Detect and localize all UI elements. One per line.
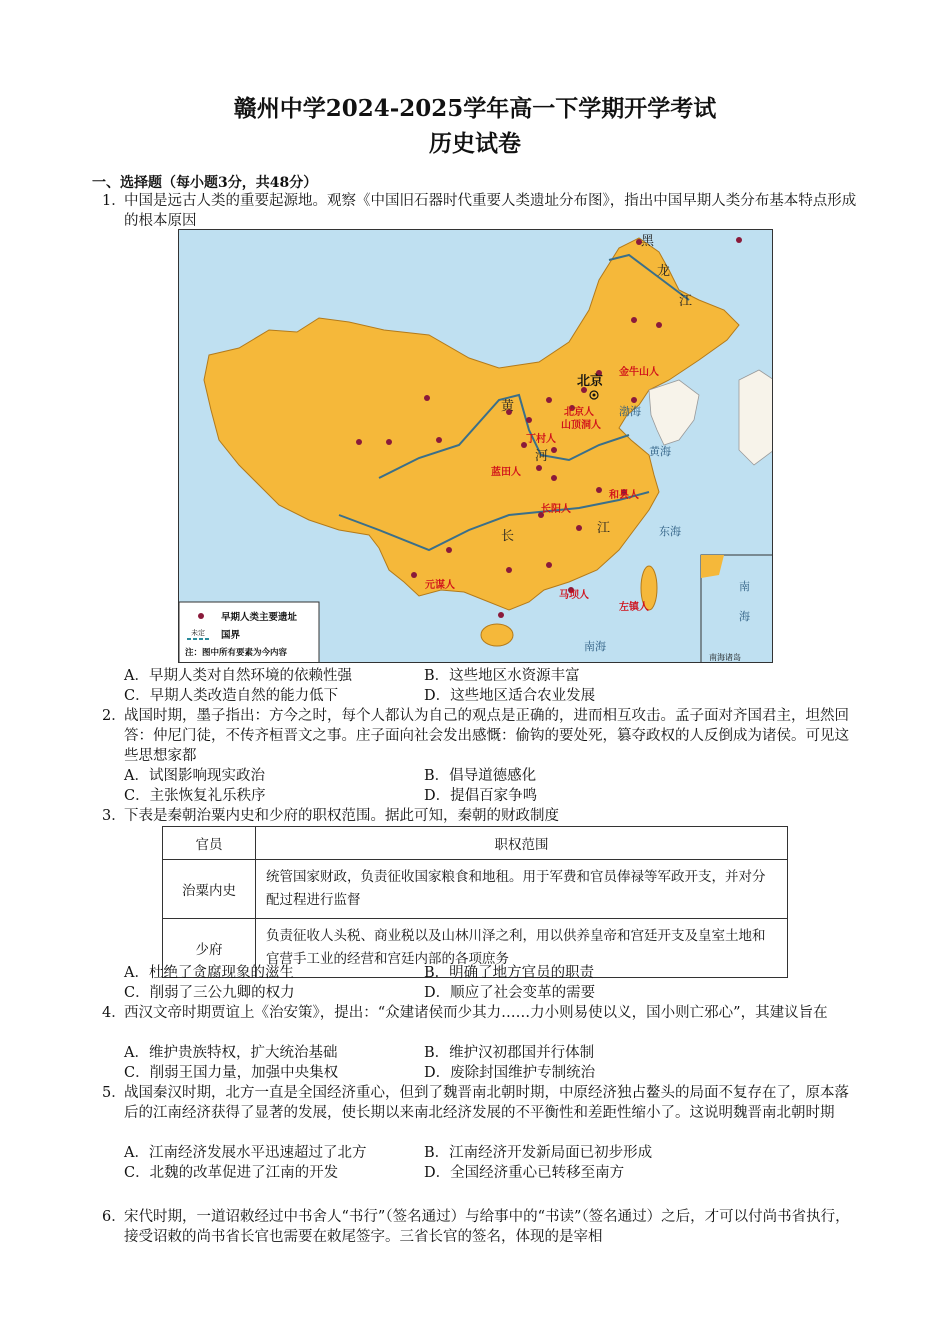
option-d[interactable]: D．提倡百家争鸣 <box>424 788 538 804</box>
question-3 <box>102 806 857 826</box>
label-huanghai: 黄海 <box>649 445 671 458</box>
site-dot <box>546 562 552 568</box>
site-dot <box>736 237 742 243</box>
section-heading: 一、选择题（每小题3分，共48分） <box>92 175 318 191</box>
option-a[interactable]: A．试图影响现实政治 <box>124 768 265 784</box>
inset-label-hai: 海 <box>739 610 750 623</box>
site-dot <box>526 417 532 423</box>
label-long: 龙 <box>657 264 671 279</box>
site-dot <box>631 317 637 323</box>
option-b[interactable]: B．江南经济开发新局面已初步形成 <box>424 1145 653 1161</box>
legend-site: 早期人类主要遗址 <box>221 612 298 623</box>
option-a[interactable]: A．江南经济发展水平迅速超过了北方 <box>124 1145 367 1161</box>
question-number: 3． <box>102 808 126 824</box>
site-dot <box>436 437 442 443</box>
site-dot <box>576 525 582 531</box>
option-b[interactable]: B．明确了地方官员的职责 <box>424 965 595 981</box>
exam-title: 赣州中学2024-2025学年高一下学期开学考试 <box>233 95 717 122</box>
label-changyang: 长阳人 <box>541 504 571 515</box>
label-zuozhen: 左镇人 <box>619 602 649 613</box>
question-number: 6． <box>102 1209 126 1225</box>
table-cell-duties: 统管国家财政，负责征收国家粮食和地租。用于军费和官员俸禄等军政开支，并对分配过程进行监督 <box>256 860 788 919</box>
question-number: 4． <box>102 1005 126 1021</box>
question-4 <box>102 1003 857 1023</box>
table-cell-duties: 负责征收人头税、商业税以及山林川泽之利，用以供养皇帝和宫廷开支及皇室土地和官营手工业的经营和宫廷内部的各项庶务 <box>256 919 788 978</box>
inset-caption: 南海诸岛 <box>709 653 741 662</box>
option-b[interactable]: B．倡导道德感化 <box>424 768 537 784</box>
site-dot <box>546 397 552 403</box>
site-dot <box>356 439 362 445</box>
site-dot <box>446 547 452 553</box>
inset-label-nan: 南 <box>739 580 750 593</box>
site-dot <box>551 475 557 481</box>
table-header: 职权范围 <box>256 827 788 860</box>
official-duties-table <box>162 826 788 978</box>
site-dot <box>656 322 662 328</box>
label-jiang: 江 <box>597 521 611 536</box>
legend-border-glyph: 未定 <box>191 629 205 637</box>
site-dot <box>506 567 512 573</box>
label-maba: 马坝人 <box>559 590 589 601</box>
question-stem: 战国时期，墨子指出：方今之时，每个人都认为自己的观点是正确的，进而相互攻击。孟子面对齐国君主，坦然回答：仲尼门徒，不传齐桓晋文之事。庄子面向社会发出感慨：偷钩的要处死，篡夺政权的人反倒成为诸侯。可见这些思想家都 <box>124 708 849 764</box>
label-nanhai: 南海 <box>584 640 606 653</box>
question-stem: 西汉文帝时期贾谊上《治安策》，提出：“众建诸侯而少其力……力小则易使以义，国小则亡邪心”，其建议旨在 <box>124 1005 828 1021</box>
table-header: 官员 <box>163 827 256 860</box>
label-bohai: 渤海 <box>619 405 641 418</box>
table-cell-official: 少府 <box>163 919 256 978</box>
label-yuanmou: 元谋人 <box>425 580 455 591</box>
table-cell-official: 治粟内史 <box>163 860 256 919</box>
question-stem: 中国是远古人类的重要起源地。观察《中国旧石器时代重要人类遗址分布图》，指出中国早期人类分布基本特点形成的根本原因 <box>124 193 857 229</box>
legend-border: 国界 <box>221 630 241 641</box>
question-2 <box>102 706 857 766</box>
option-a[interactable]: A．杜绝了贪腐现象的滋生 <box>124 965 294 981</box>
label-lantian: 蓝田人 <box>491 467 521 478</box>
label-chang: 长 <box>501 529 515 544</box>
site-dot <box>424 395 430 401</box>
question-number: 1． <box>102 193 126 209</box>
label-jinniushan: 金牛山人 <box>619 367 659 378</box>
label-shandingdong: 山顶洞人 <box>561 420 601 431</box>
option-c[interactable]: C．主张恢复礼乐秩序 <box>124 788 266 804</box>
table-header-row <box>163 827 788 860</box>
question-number: 2． <box>102 708 126 724</box>
question-stem: 战国秦汉时期，北方一直是全国经济重心，但到了魏晋南北朝时期，中原经济独占鳌头的局面不复存在了，原本落后的江南经济获得了显著的发展，使长期以来南北经济发展的不平衡性和差距性缩小了。这说明魏晋南北朝时期 <box>124 1085 849 1121</box>
site-dot <box>596 487 602 493</box>
site-dot <box>411 572 417 578</box>
japan-land <box>739 370 773 465</box>
option-c[interactable]: C．早期人类改造自然的能力低下 <box>124 688 339 704</box>
label-hei: 黑 <box>641 234 655 249</box>
label-beijingren: 北京人 <box>564 407 594 418</box>
option-d[interactable]: D．废除封国维护专制统治 <box>424 1065 596 1081</box>
option-c[interactable]: C．削弱了三公九卿的权力 <box>124 985 295 1001</box>
table-row <box>163 860 788 919</box>
option-c[interactable]: C．削弱王国力量，加强中央集权 <box>124 1065 339 1081</box>
question-5 <box>102 1083 857 1123</box>
label-beijing: 北京 <box>577 374 604 389</box>
question-stem: 下表是秦朝治粟内史和少府的职权范围。据此可知，秦朝的财政制度 <box>124 808 559 824</box>
label-jiang2: 江 <box>679 294 693 309</box>
label-donghai: 东海 <box>659 525 681 538</box>
site-dot <box>498 612 504 618</box>
option-a[interactable]: A．维护贵族特权，扩大统治基础 <box>124 1045 338 1061</box>
site-distribution-map <box>178 229 773 663</box>
exam-subject: 历史试卷 <box>429 130 521 157</box>
site-dot <box>631 397 637 403</box>
map-legend <box>179 602 319 663</box>
option-d[interactable]: D．顺应了社会变革的需要 <box>424 985 596 1001</box>
inset-map <box>701 555 773 663</box>
site-dot <box>536 465 542 471</box>
option-a[interactable]: A．早期人类对自然环境的依赖性强 <box>124 668 352 684</box>
hainan-island <box>481 624 513 646</box>
question-1 <box>102 191 857 231</box>
label-hexian: 和县人 <box>609 490 639 501</box>
label-he: 河 <box>535 449 549 464</box>
question-number: 5． <box>102 1085 126 1101</box>
question-6 <box>102 1207 857 1247</box>
site-dot <box>386 439 392 445</box>
legend-note: 注：图中所有要素为今内容 <box>185 648 288 658</box>
option-c[interactable]: C．北魏的改革促进了江南的开发 <box>124 1165 339 1181</box>
option-b[interactable]: B．这些地区水资源丰富 <box>424 668 580 684</box>
question-stem: 宋代时期，一道诏敕经过中书舍人“书行”（签名通过）与给事中的“书读”（签名通过）之后，才可以付尚书省执行，接受诏敕的尚书省长官也需要在敕尾签字。三省长官的签名，体现的是宰相 <box>124 1209 850 1245</box>
option-d[interactable]: D．这些地区适合农业发展 <box>424 688 596 704</box>
option-d[interactable]: D．全国经济重心已转移至南方 <box>424 1165 625 1181</box>
site-dot <box>551 447 557 453</box>
option-b[interactable]: B．维护汉初郡国并行体制 <box>424 1045 595 1061</box>
label-dingcun: 丁村人 <box>526 434 556 445</box>
label-huang: 黄 <box>501 399 515 414</box>
